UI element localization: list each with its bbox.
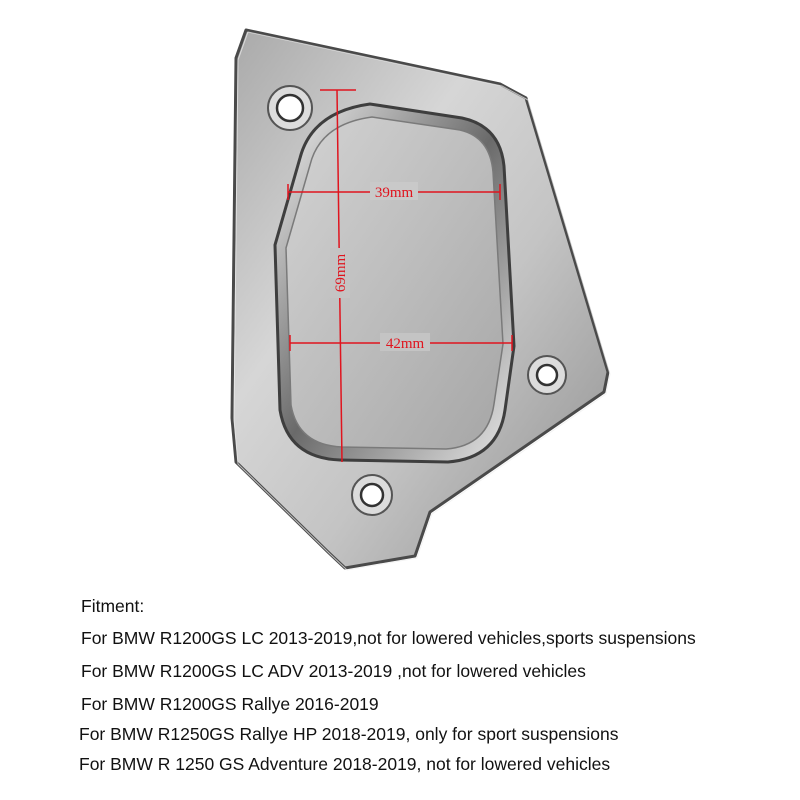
fitment-line-1: For BMW R1200GS LC 2013-2019,not for lowered vehicles,sports suspensions (81, 628, 696, 648)
fitment-line-2: For BMW R1200GS LC ADV 2013-2019 ,not for lowered vehicles (81, 661, 586, 681)
dimension-label-width-bottom: 42mm (385, 336, 425, 352)
dimension-label-height: 69mm (333, 253, 349, 293)
fitment-line-3: For BMW R1200GS Rallye 2016-2019 (81, 694, 379, 714)
fitment-line-5: For BMW R 1250 GS Adventure 2018-2019, not for lowered vehicles (79, 754, 611, 774)
fitment-heading: Fitment: (81, 596, 145, 616)
fitment-line-4: For BMW R1250GS Rallye HP 2018-2019, only for sport suspensions (79, 724, 619, 744)
dimension-label-width-top: 39mm (374, 185, 414, 201)
